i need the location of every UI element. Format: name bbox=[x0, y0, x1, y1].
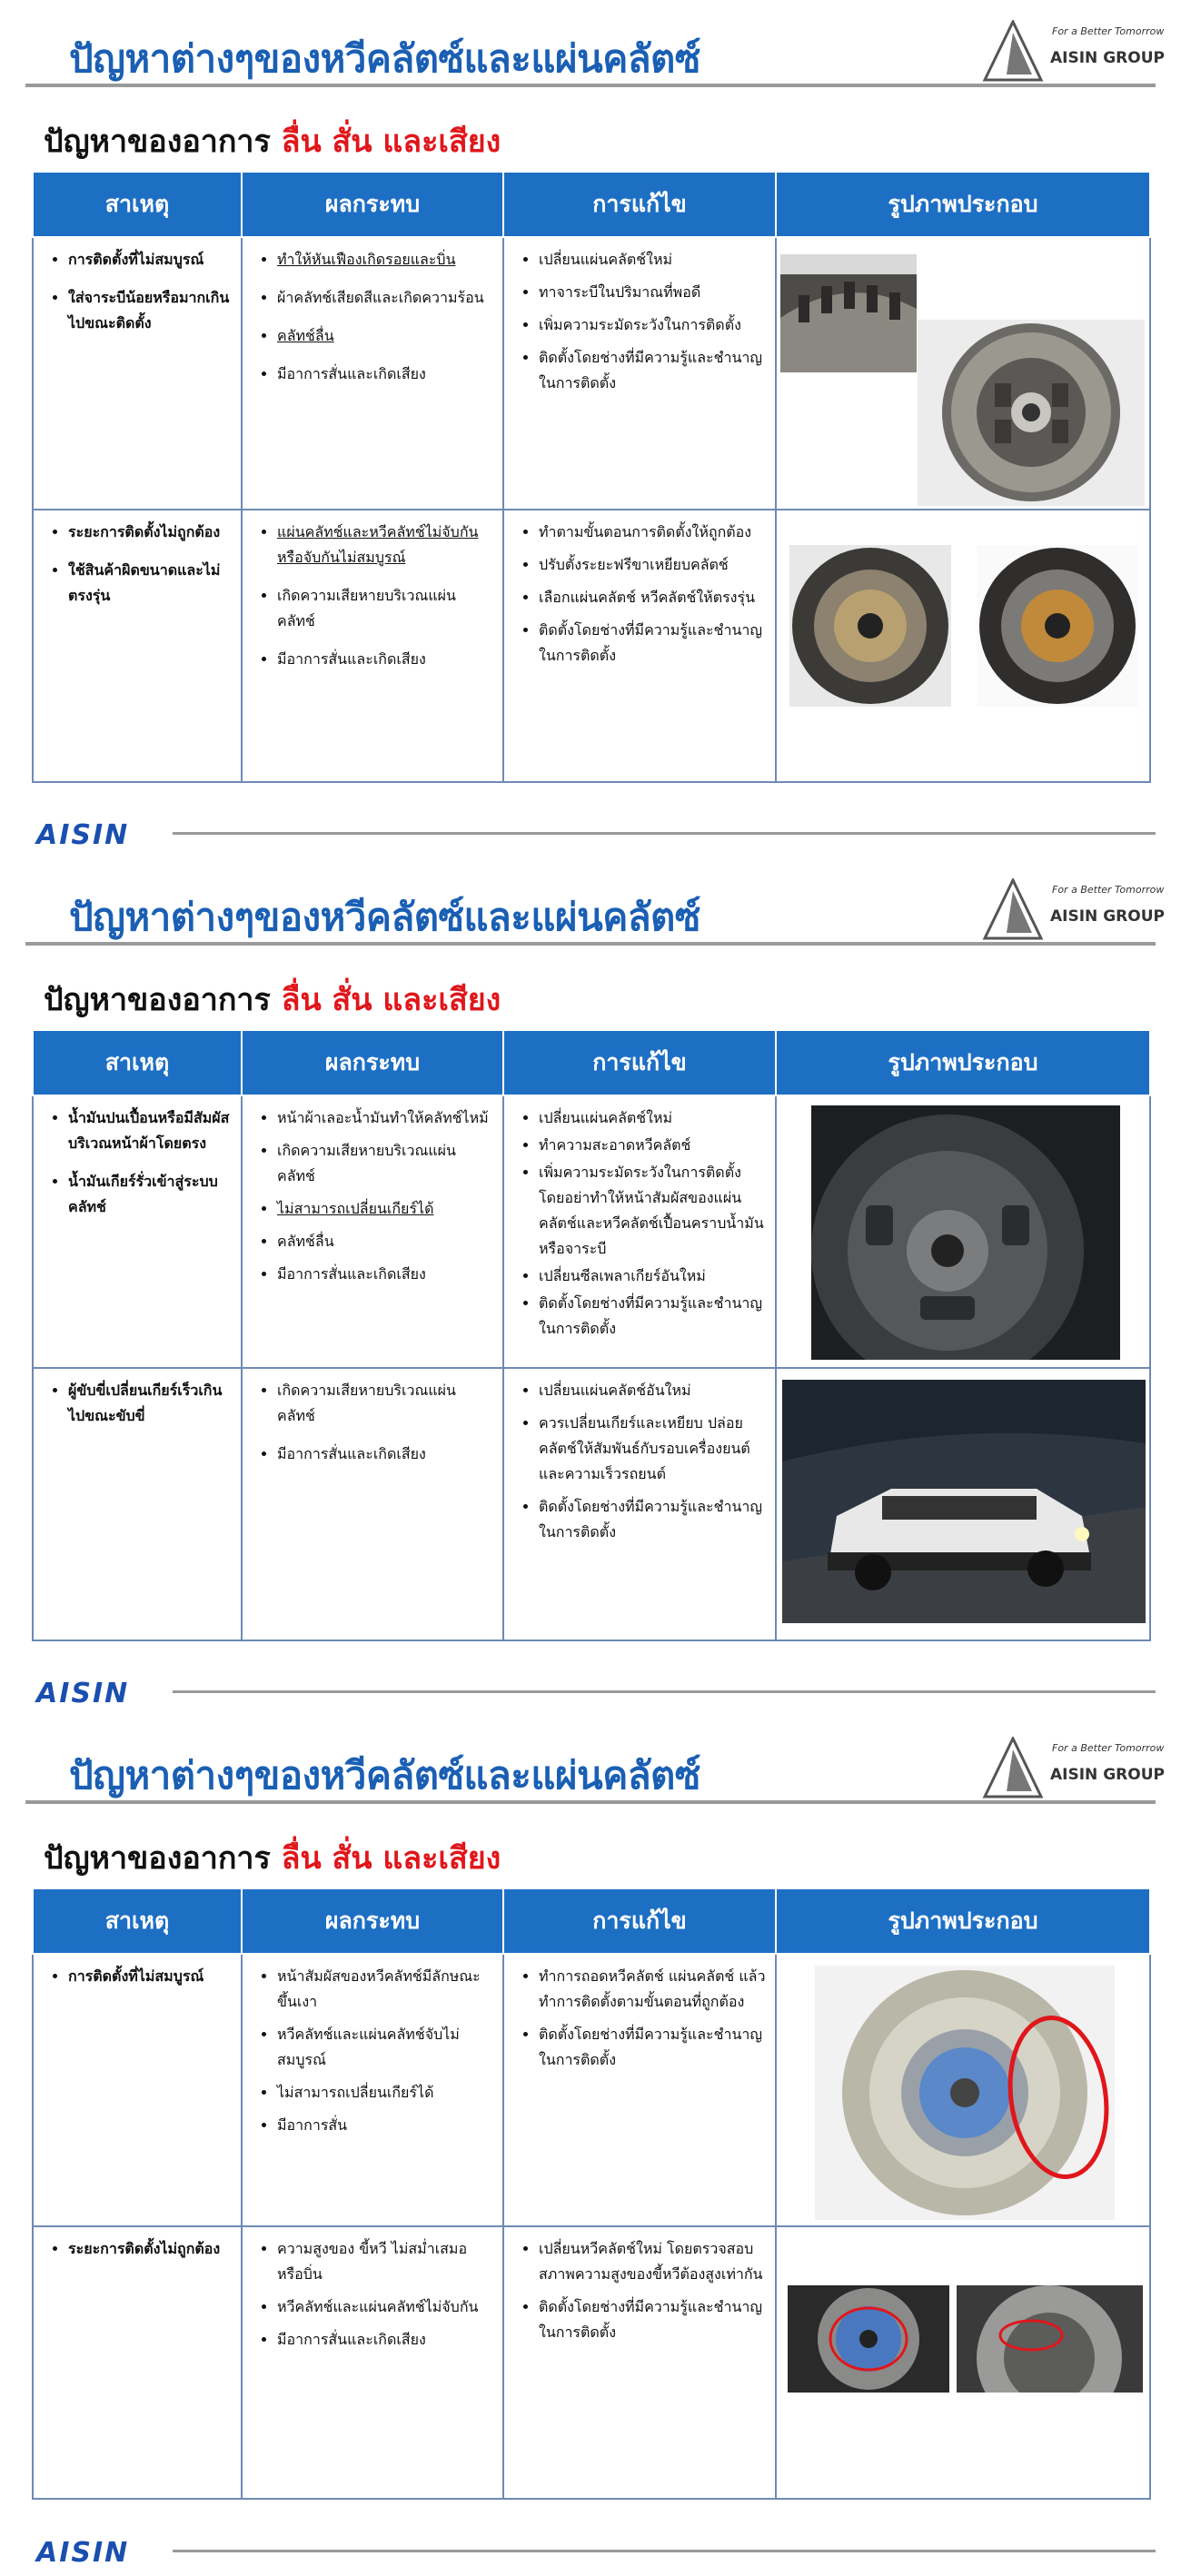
header-image: รูปภาพประกอบ bbox=[776, 1888, 1150, 1954]
footer-aisin-logo: AISIN bbox=[36, 2537, 130, 2569]
title-divider bbox=[25, 84, 1156, 87]
header-image: รูปภาพประกอบ bbox=[776, 172, 1150, 237]
fix-cell: • เปลี่ยนแผ่นคลัตช์ใหม่ • ทำความสะอาดหวีคลัตช์ • เพิ่มความระมัดระวังในการติดตั้ง โดยอย่าทำให้หน้าสัมผัสของแผ่นคลัตช์และหวีคลัตช์เปื้อนคราบน้ำมันหรือจาระบี • เปลี่ยนซีลเพลาเกียร์อันใหม่ • ติดตั้งโดยช่างที่มีความรู้และชำนาญในการติดตั้ง bbox=[503, 1095, 776, 1368]
cause-cell: • ระยะการติดตั้งไม่ถูกต้อง • ใช้สินค้าผิดขนาดและไม่ตรงรุ่น bbox=[33, 510, 242, 782]
oily-clutch-photo bbox=[811, 1105, 1120, 1360]
table-row bbox=[33, 1954, 1150, 2226]
image-cell bbox=[776, 237, 1150, 510]
clutch-disc-photo-left bbox=[789, 545, 951, 707]
image-cell bbox=[776, 510, 1150, 782]
image-cell bbox=[776, 2226, 1150, 2499]
diaphragm-spring-photo-right bbox=[957, 2285, 1143, 2393]
image-cell bbox=[776, 1368, 1150, 1640]
header-fix: การแก้ไข bbox=[503, 1888, 776, 1954]
header-effect: ผลกระทบ bbox=[242, 1888, 503, 1954]
header-cause: สาเหตุ bbox=[33, 172, 242, 237]
header-fix: การแก้ไข bbox=[503, 1030, 776, 1095]
problem-table bbox=[32, 1029, 1151, 1641]
logo-tagline: For a Better Tomorrow bbox=[1052, 25, 1165, 37]
effect-cell: • เกิดความเสียหายบริเวณแผ่นคลัทช์ • มีอาการสั่นและเกิดเสียง bbox=[242, 1368, 503, 1640]
clutch-disc-photo bbox=[918, 320, 1145, 506]
problem-table bbox=[32, 1887, 1151, 2500]
table-row bbox=[33, 510, 1150, 782]
table-row bbox=[33, 2226, 1150, 2499]
header-cause: สาเหตุ bbox=[33, 1030, 242, 1095]
logo-group-name: AISIN GROUP bbox=[1050, 907, 1165, 926]
fix-cell: • เปลี่ยนแผ่นคลัตช์อันใหม่ • ควรเปลี่ยนเกียร์และเหยียบ ปล่อยคลัตช์ให้สัมพันธ์กับรอบเครื่องยนต์และความเร็วรถยนต์ • ติดตั้งโดยช่างที่มีความรู้และชำนาญในการติดตั้ง bbox=[503, 1368, 776, 1640]
table-row bbox=[33, 1095, 1150, 1368]
effect-cell: • หน้าสัมผัสของหวีคลัทช์มีลักษณะขึ้นเงา • หวีคลัทช์และแผ่นคลัทช์จับไม่สมบูรณ์ • ไม่สามารถเปลี่ยนเกียร์ได้ • มีอาการสั่น bbox=[242, 1954, 503, 2226]
header-fix: การแก้ไข bbox=[503, 172, 776, 237]
slide-title: ปัญหาต่างๆของหวีคลัตซ์และแผ่นคลัตซ์ bbox=[69, 895, 700, 939]
image-cell bbox=[776, 1954, 1150, 2226]
fix-cell: • เปลี่ยนแผ่นคลัตช์ใหม่ • ทาจาระบีในปริมาณที่พอดี • เพิ่มความระมัดระวังในการติดตั้ง • ติดตั้งโดยช่างที่มีความรู้และชำนาญในการติดตั้ง bbox=[503, 237, 776, 510]
footer-aisin-logo: AISIN bbox=[36, 819, 130, 851]
symptom-heading: ปัญหาของอาการ ลื่น สั่น และเสียง bbox=[44, 124, 501, 160]
footer-divider bbox=[173, 1690, 1156, 1693]
table-row bbox=[33, 237, 1150, 510]
cause-cell: • น้ำมันปนเปื้อนหรือมีสัมผัสบริเวณหน้าผ้าโดยตรง • น้ำมันเกียร์รั่วเข้าสู่ระบบคลัทช์ bbox=[33, 1095, 242, 1368]
slide-2 bbox=[0, 858, 1181, 1717]
effect-cell: • ทำให้หันเฟืองเกิดรอยและบิ่น • ผ้าคลัทช์เสียดสีและเกิดความร้อน • คลัทช์ลื่น • มีอาการสั่นและเกิดเสียง bbox=[242, 237, 503, 510]
aisin-group-logo bbox=[981, 16, 1165, 80]
logo-group-name: AISIN GROUP bbox=[1050, 1766, 1165, 1784]
problem-table bbox=[32, 171, 1151, 783]
cause-cell: • ระยะการติดตั้งไม่ถูกต้อง bbox=[33, 2226, 242, 2499]
clutch-disc-photo-right bbox=[977, 545, 1138, 707]
slide-title: ปัญหาต่างๆของหวีคลัตซ์และแผ่นคลัตซ์ bbox=[69, 36, 700, 81]
header-image: รูปภาพประกอบ bbox=[776, 1030, 1150, 1095]
effect-cell: • ความสูงของ ขี้หวี ไม่สม่ำเสมอ หรือบิ่น • หวีคลัทช์และแผ่นคลัทช์ไม่จับกัน • มีอาการสั่นและเกิดเสียง bbox=[242, 2226, 503, 2499]
title-divider bbox=[25, 1800, 1156, 1804]
logo-tagline: For a Better Tomorrow bbox=[1052, 884, 1165, 896]
header-effect: ผลกระทบ bbox=[242, 1030, 503, 1095]
logo-tagline: For a Better Tomorrow bbox=[1052, 1742, 1165, 1754]
fix-cell: • ทำตามขั้นตอนการติดตั้งให้ถูกต้อง • ปรับตั้งระยะฟรีขาเหยียบคลัตช์ • เลือกแผ่นคลัตช์ หวีคลัตช์ให้ตรงรุ่น • ติดตั้งโดยช่างที่มีความรู้และชำนาญในการติดตั้ง bbox=[503, 510, 776, 782]
fix-cell: • เปลี่ยนหวีคลัตช์ใหม่ โดยตรวจสอบสภาพความสูงของขี้หวีต้องสูงเท่ากัน • ติดตั้งโดยช่างที่มีความรู้และชำนาญในการติดตั้ง bbox=[503, 2226, 776, 2499]
symptom-heading: ปัญหาของอาการ ลื่น สั่น และเสียง bbox=[44, 1840, 501, 1877]
car-drifting-photo bbox=[782, 1380, 1146, 1623]
logo-group-name: AISIN GROUP bbox=[1050, 49, 1165, 67]
aisin-group-logo bbox=[981, 1733, 1165, 1797]
title-divider bbox=[25, 942, 1156, 946]
slide-title: ปัญหาต่างๆของหวีคลัตซ์และแผ่นคลัตซ์ bbox=[69, 1753, 700, 1798]
aisin-group-logo bbox=[981, 875, 1165, 938]
cause-cell: • การติดตั้งที่ไม่สมบูรณ์ bbox=[33, 1954, 242, 2226]
footer-divider bbox=[173, 2550, 1156, 2552]
symptom-heading: ปัญหาของอาการ ลื่น สั่น และเสียง bbox=[44, 982, 501, 1018]
damaged-spline-photo bbox=[780, 254, 917, 372]
image-cell bbox=[776, 1095, 1150, 1368]
footer-divider bbox=[173, 832, 1156, 835]
header-effect: ผลกระทบ bbox=[242, 172, 503, 237]
diaphragm-spring-photo-left bbox=[788, 2285, 949, 2393]
effect-cell: • หน้าผ้าเลอะน้ำมันทำให้คลัทช์ไหม้ • เกิดความเสียหายบริเวณแผ่นคลัทช์ • ไม่สามารถเปลี่ยนเกียร์ได้ • คลัทช์ลื่น • มีอาการสั่นและเกิดเสียง bbox=[242, 1095, 503, 1368]
footer-aisin-logo: AISIN bbox=[36, 1678, 130, 1709]
table-row bbox=[33, 1368, 1150, 1640]
slide-3 bbox=[0, 1717, 1181, 2576]
cause-cell: • ผู้ขับขี่เปลี่ยนเกียร์เร็วเกินไปขณะขับขี่ bbox=[33, 1368, 242, 1640]
cause-cell: • การติดตั้งที่ไม่สมบูรณ์ • ใส่จาระบีน้อยหรือมากเกินไปขณะติดตั้ง bbox=[33, 237, 242, 510]
effect-cell: • แผ่นคลัทช์และหวีคลัทช์ไม่จับกันหรือจับกันไม่สมบูรณ์ • เกิดความเสียหายบริเวณแผ่นคลัทช์ • มีอาการสั่นและเกิดเสียง bbox=[242, 510, 503, 782]
fix-cell: • ทำการถอดหวีคลัตช์ แผ่นคลัตช์ แล้วทำการติดตั้งตามขั้นตอนที่ถูกต้อง • ติดตั้งโดยช่างที่มีความรู้และชำนาญในการติดตั้ง bbox=[503, 1954, 776, 2226]
header-cause: สาเหตุ bbox=[33, 1888, 242, 1954]
clutch-cover-photo bbox=[815, 1966, 1115, 2220]
slide-1 bbox=[0, 0, 1181, 858]
